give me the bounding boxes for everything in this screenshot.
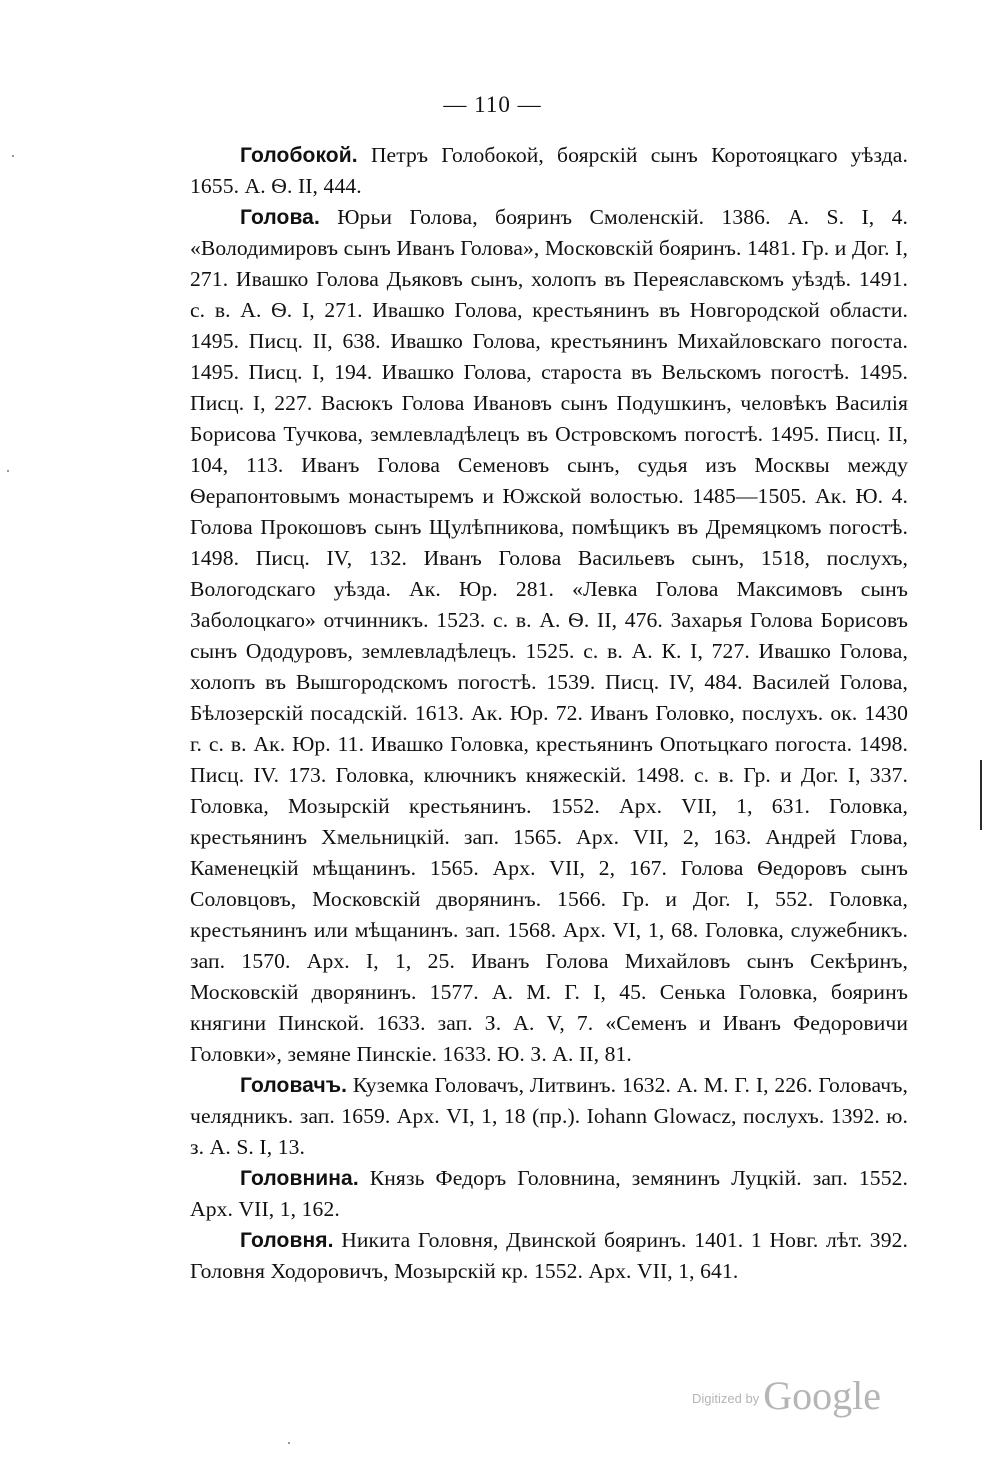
dictionary-text	[190, 140, 908, 1287]
scan-speck	[288, 1442, 290, 1444]
entry-golovnina	[190, 1163, 908, 1225]
entry-golovach	[190, 1070, 908, 1163]
entry-body: Никита Головня, Двинской бояринъ. 1401. 1 Новг. лѣт. 392. Головня Ходоровичъ, Мозырскій кр. 1552. Арх. VII, 1, 641.	[190, 1228, 908, 1283]
entry-body: Куземка Головачъ, Литвинъ. 1632. А. М. Г. I, 226. Головачъ, челядникъ. зап. 1659. Арх. VI, 1, 18 (пр.). Iohann Glowacz, послухъ. 1392. ю. з. А. S. I, 13.	[190, 1073, 908, 1159]
scan-speck	[12, 155, 14, 157]
entry-golobokoy	[190, 140, 908, 202]
entry-body: Князь Федоръ Головнина, земянинъ Луцкій. зап. 1552. Арх. VII, 1, 162.	[190, 1166, 908, 1221]
entry-body: Петръ Голобокой, боярскій сынъ Коротояцкаго уѣзда. 1655. А. Ѳ. II, 444.	[190, 143, 908, 198]
scan-speck	[7, 470, 9, 472]
entry-headword: Головачъ.	[240, 1074, 348, 1097]
entry-headword: Головня.	[240, 1229, 334, 1252]
watermark-prefix: Digitized by	[692, 1391, 760, 1406]
entry-headword: Головнина.	[240, 1167, 359, 1190]
entry-headword: Голобокой.	[240, 144, 358, 167]
entry-golovnya	[190, 1225, 908, 1287]
entry-golova	[190, 202, 908, 1070]
page-number: — 110 —	[443, 92, 542, 117]
digitized-watermark	[692, 1372, 881, 1419]
scan-edge-mark	[980, 760, 982, 830]
entry-headword: Голова.	[240, 206, 320, 229]
entry-body: Юрьи Голова, бояринъ Смоленскій. 1386. А. S. I, 4. «Володимировъ сынъ Иванъ Голова», Московскій бояринъ. 1481. Гр. и Дог. I, 271. Ивашко Голова Дьяковъ сынъ, холопъ въ Переяславскомъ уѣздѣ. 1491. с. в. А. Ѳ. I, 271. Ивашко Голова, крестьянинъ въ Новгородской области. 1495. Писц. II, 638. Ивашко Голова, крестьянинъ Михайловскаго погоста. 1495. Писц. I, 194. Ивашко Голова, староста въ Вельскомъ погостѣ. 1495. Писц. I, 227. Васюкъ Голова Ивановъ сынъ Подушкинъ, человѣкъ Василія Борисова Тучкова, землевладѣлецъ въ Островскомъ погостѣ. 1495. Писц. II, 104, 113. Иванъ Голова Семеновъ сынъ, судья изъ Москвы между Ѳерапонтовымъ монастыремъ и Южской волостью. 1485—1505. Ак. Ю. 4. Голова Прокошовъ сынъ Щулѣпникова, помѣщикъ въ Дремяцкомъ погостѣ. 1498. Писц. IV, 132. Иванъ Голова Васильевъ сынъ, 1518, послухъ, Вологодскаго уѣзда. Ак. Юр. 281. «Левка Голова Максимовъ сынъ Заболоцкаго» отчинникъ. 1523. с. в. А. Ѳ. II, 476. Захарья Голова Борисовъ сынъ Ододуровъ, землевладѣлецъ. 1525. с. в. А. К. I, 727. Ивашко Голова, холопъ въ Вышгородскомъ погостѣ. 1539. Писц. IV, 484. Василей Голова, Бѣлозерскій посадскій. 1613. Ак. Юр. 72. Иванъ Головко, послухъ. ок. 1430 г. с. в. Ак. Юр. 11. Ивашко Головка, крестьянинъ Опотьцкаго погоста. 1498. Писц. IV. 173. Головка, ключникъ княжескій. 1498. с. в. Гр. и Дог. I, 337. Головка, Мозырскій крестьянинъ. 1552. Арх. VII, 1, 631. Головка, крестьянинъ Хмельницкій. зап. 1565. Арх. VII, 2, 163. Андрей Глова, Каменецкій мѣщанинъ. 1565. Арх. VII, 2, 167. Голова Ѳедоровъ сынъ Соловцовъ, Московскій дворянинъ. 1566. Гр. и Дог. I, 552. Головка, крестьянинъ или мѣщанинъ. зап. 1568. Арх. VI, 1, 68. Головка, служебникъ. зап. 1570. Арх. I, 1, 25. Иванъ Голова Михайловъ сынъ Секѣринъ, Московскій дворянинъ. 1577. А. М. Г. I, 45. Сенька Головка, бояринъ княгини Пинской. 1633. зап. З. А. V, 7. «Семенъ и Иванъ Федоровичи Головки», земяне Пинскіе. 1633. Ю. З. А. II, 81.	[190, 205, 908, 1066]
google-logo: Google	[763, 1373, 881, 1418]
